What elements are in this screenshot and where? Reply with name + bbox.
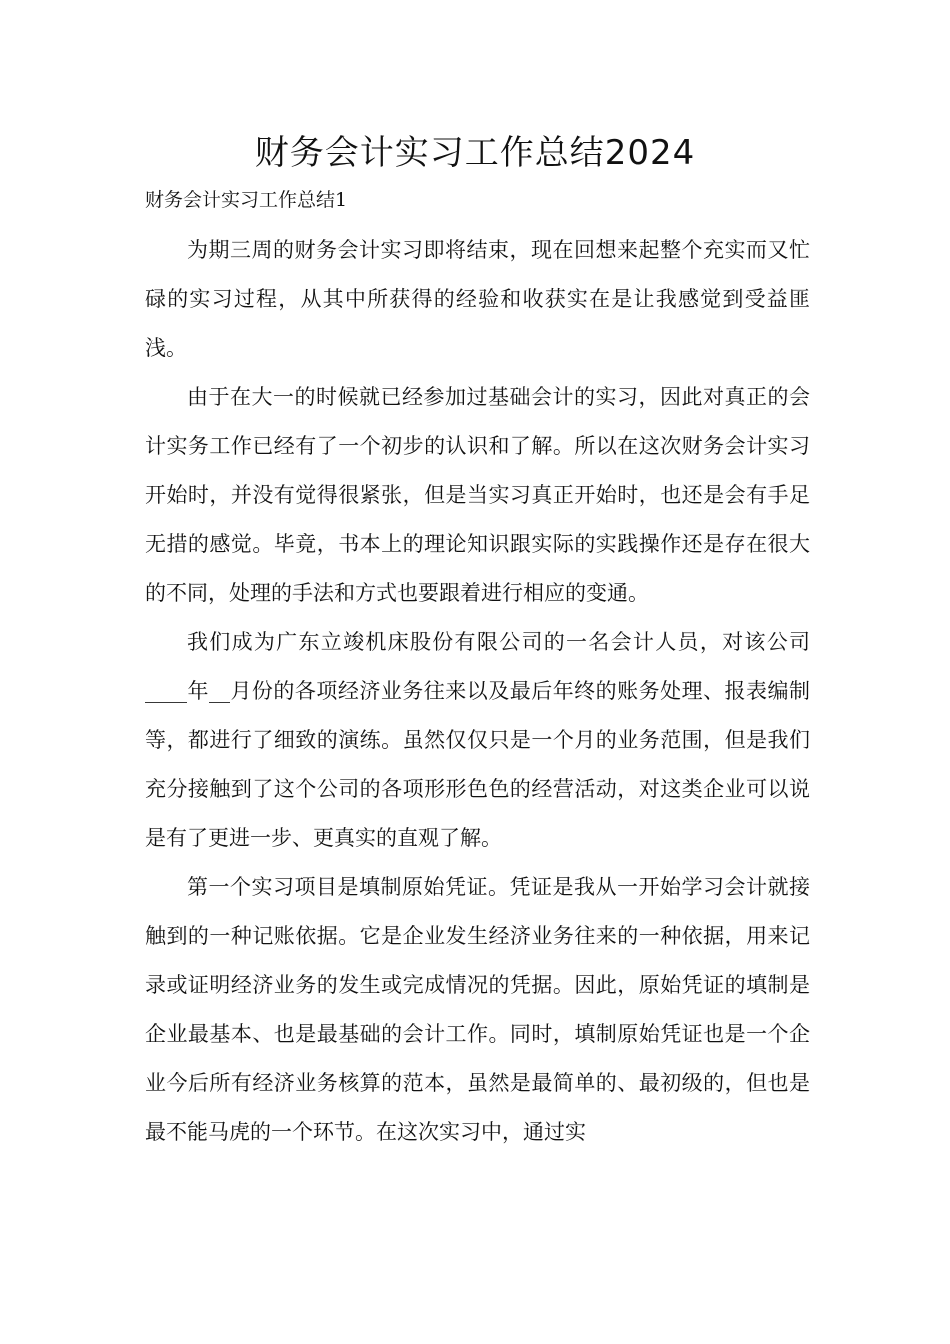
paragraph: 为期三周的财务会计实习即将结束，现在回想来起整个充实而又忙碌的实习过程，从其中所获得的经验和收获实在是让我感觉到受益匪浅。 [145, 238, 810, 360]
document-title: 财务会计实习工作总结2024 [254, 133, 696, 173]
document-body [145, 226, 810, 1157]
paragraph: 我们成为广东立竣机床股份有限公司的一名会计人员，对该公司____年__月份的各项经济业务往来以及最后年终的账务处理、报表编制等，都进行了细致的演练。虽然仅仅只是一个月的业务范围，但是我们充分接触到了这个公司的各项形形色色的经营活动，对这类企业可以说是有了更进一步、更真实的直观了解。 [145, 630, 810, 850]
paragraph: 第一个实习项目是填制原始凭证。凭证是我从一开始学习会计就接触到的一种记账依据。它是企业发生经济业务往来的一种依据，用来记录或证明经济业务的发生或完成情况的凭据。因此，原始凭证的填制是企业最基本、也是最基础的会计工作。同时，填制原始凭证也是一个企业今后所有经济业务核算的范本，虽然是最简单的、最初级的，但也是最不能马虎的一个环节。在这次实习中，通过实 [145, 875, 810, 1144]
paragraph: 由于在大一的时候就已经参加过基础会计的实习，因此对真正的会计实务工作已经有了一个初步的认识和了解。所以在这次财务会计实习开始时，并没有觉得很紧张，但是当实习真正开始时，也还是会有手足无措的感觉。毕竟，书本上的理论知识跟实际的实践操作还是存在很大的不同，处理的手法和方式也要跟着进行相应的变通。 [145, 385, 810, 605]
section-heading: 财务会计实习工作总结1 [145, 189, 348, 211]
